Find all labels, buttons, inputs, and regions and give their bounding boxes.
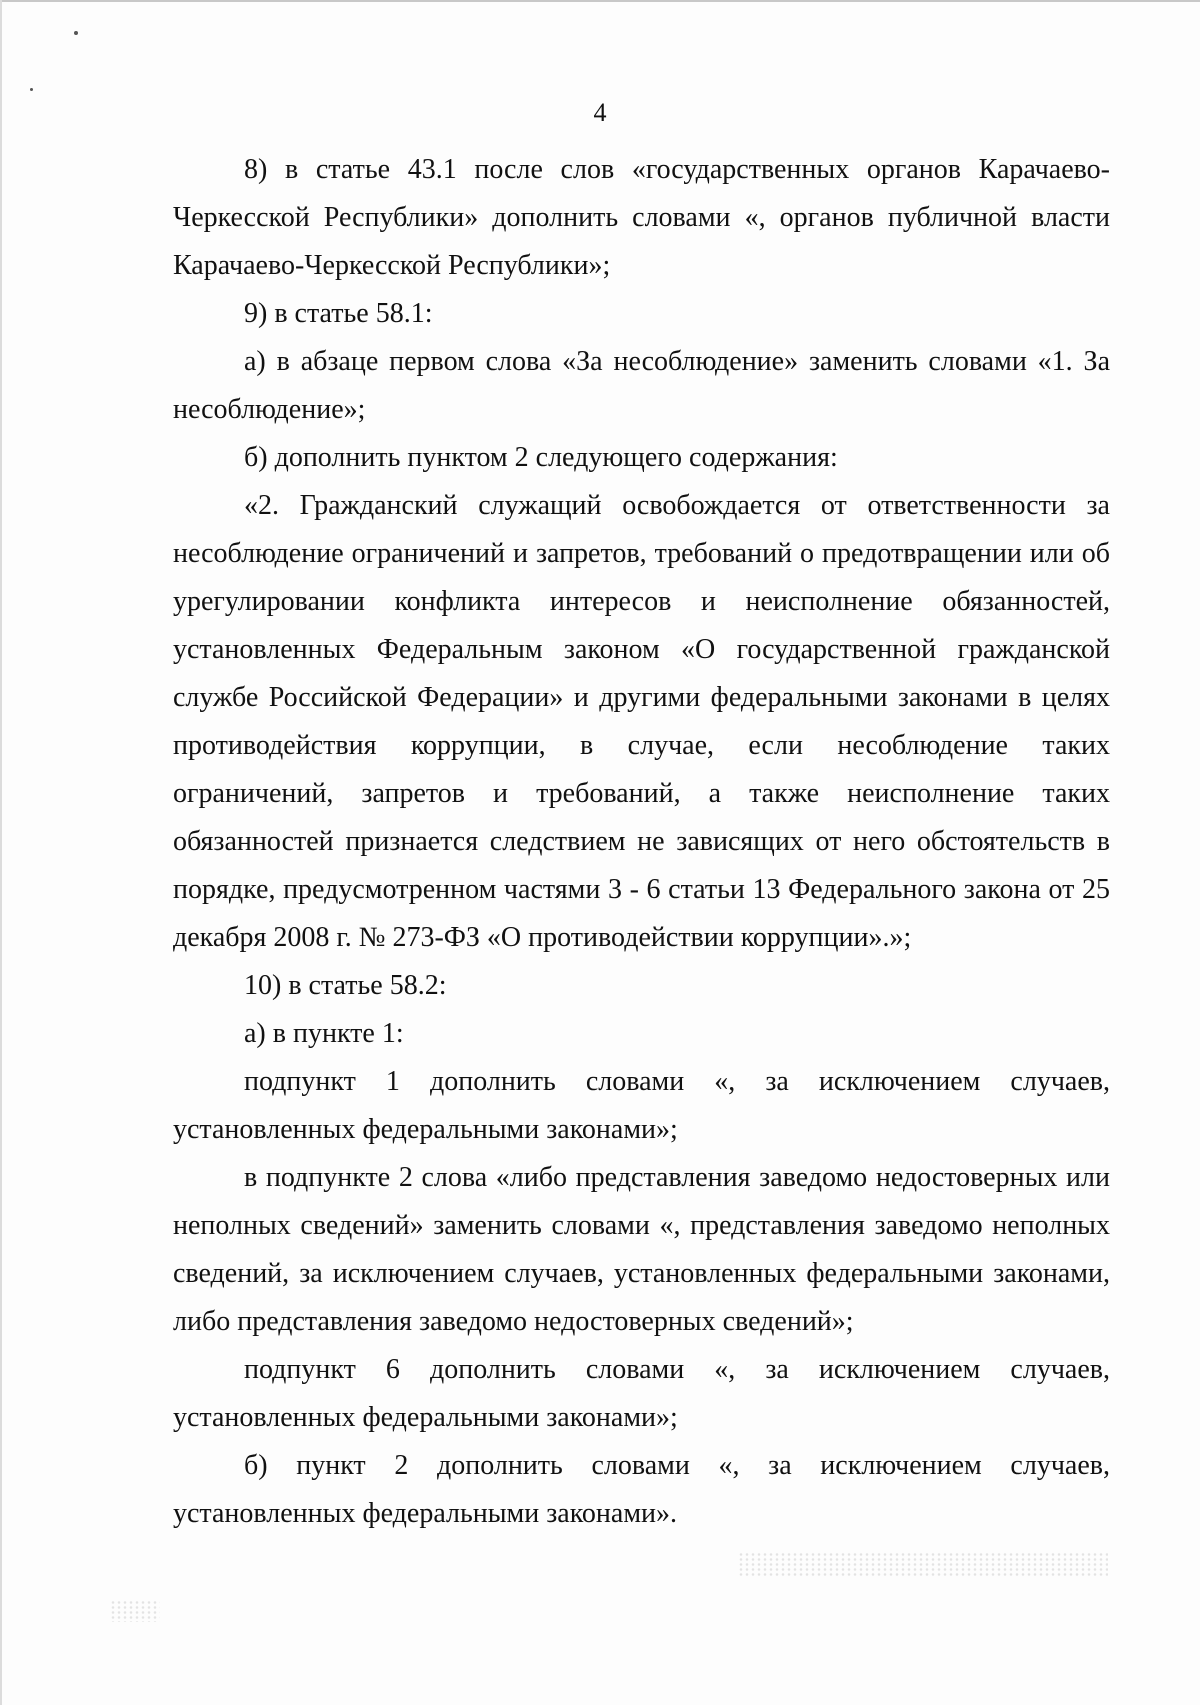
paragraph: 8) в статье 43.1 после слов «государственных органов Карачаево-Черкесской Республики» дополнить словами «, органов публичной власти Карачаево-Черкесской Республики»; xyxy=(173,154,1110,281)
paragraph: б) пункт 2 дополнить словами «, за исключением случаев, установленных федеральными законами». xyxy=(173,1450,1110,1529)
paragraph: в подпункте 2 слова «либо представления заведомо недостоверных или неполных сведений» заменить словами «, представления заведомо неполных сведений, за исключением случаев, установленных федеральными законами, либо представления заведомо недостоверных сведений»; xyxy=(173,1162,1110,1337)
paragraph: а) в пункте 1: xyxy=(244,1018,404,1049)
scan-speck xyxy=(74,31,78,35)
scan-edge-top xyxy=(0,0,1200,2)
paragraph: б) дополнить пунктом 2 следующего содержания: xyxy=(244,442,838,473)
scan-noise xyxy=(738,1552,1108,1578)
document-body xyxy=(173,146,1110,1538)
page-number: 4 xyxy=(593,98,607,127)
scan-edge-left xyxy=(0,0,2,1705)
paragraph: «2. Гражданский служащий освобождается от ответственности за несоблюдение ограничений и запретов, требований о предотвращении или об урегулировании конфликта интересов и неисполнение обязанностей, установленных Федеральным законом «О государственной гражданской службе Российской Федерации» и другими федеральными законами в целях противодействия коррупции, в случае, если несоблюдение таких ограничений, запретов и требований, а также неисполнение таких обязанностей признается следствием не зависящих от него обстоятельств в порядке, предусмотренном частями 3 - 6 статьи 13 Федерального закона от 25 декабря 2008 г. № 273-ФЗ «О противодействии коррупции».»; xyxy=(173,490,1110,953)
paragraph: подпункт 6 дополнить словами «, за исключением случаев, установленных федеральными законами»; xyxy=(173,1354,1110,1433)
paragraph: подпункт 1 дополнить словами «, за исключением случаев, установленных федеральными законами»; xyxy=(173,1066,1110,1145)
paragraph: а) в абзаце первом слова «За несоблюдение» заменить словами «1. За несоблюдение»; xyxy=(173,346,1110,425)
scan-noise xyxy=(110,1600,160,1622)
paragraph: 10) в статье 58.2: xyxy=(244,970,447,1001)
paragraph: 9) в статье 58.1: xyxy=(244,298,433,329)
scan-speck xyxy=(30,88,33,91)
